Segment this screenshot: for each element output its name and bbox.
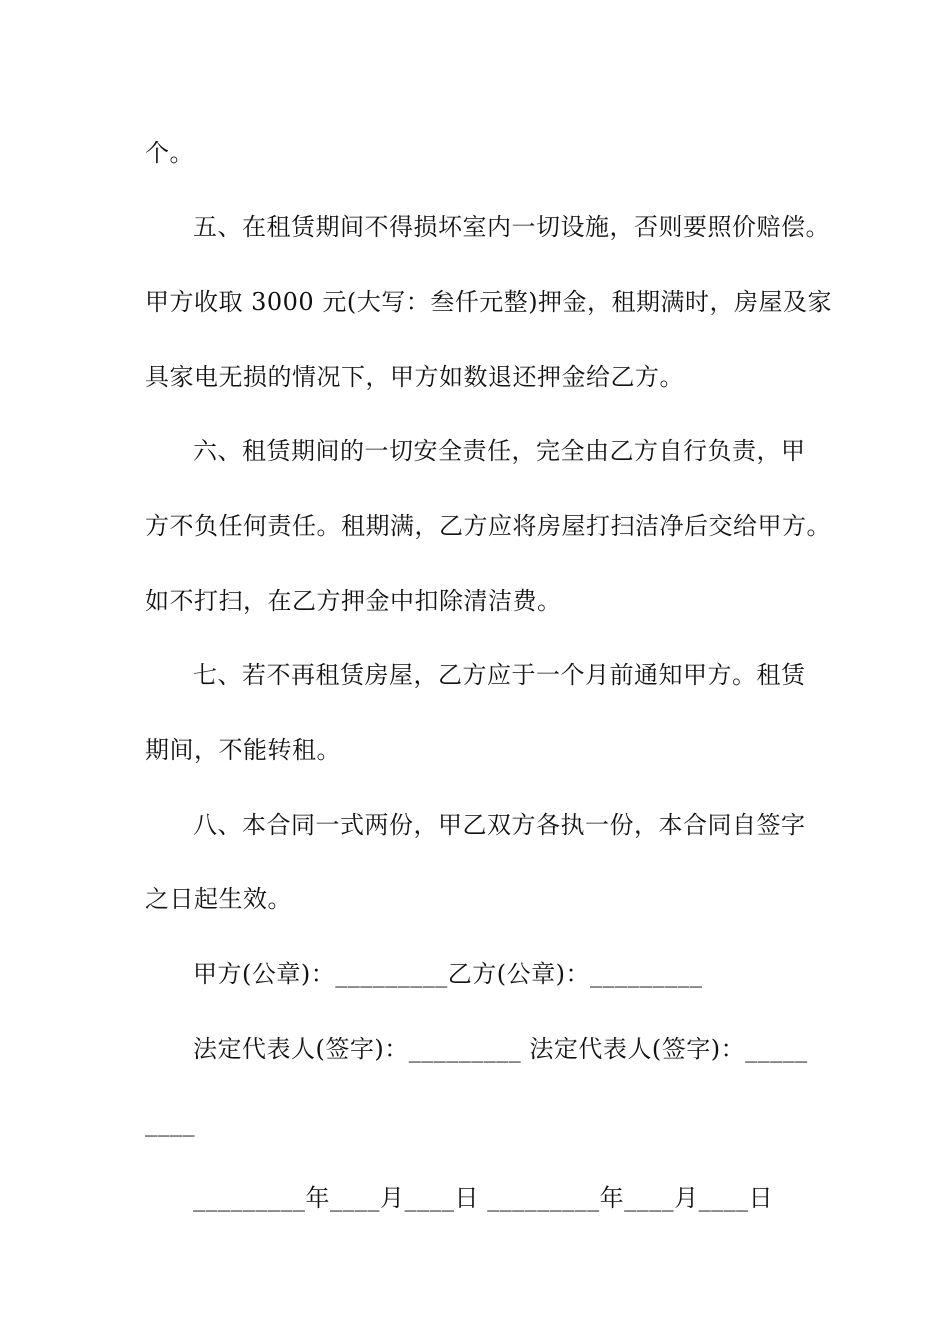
date-line: _________年____月____日 _________年____月____日 [193, 1184, 774, 1212]
signature-continuation-line: ____ [145, 1109, 195, 1137]
seal-line: 甲方(公章)：_________乙方(公章)：_________ [193, 960, 703, 988]
clause-5-line-3: 具家电无损的情况下，甲方如数退还押金给乙方。 [145, 363, 684, 391]
clause-8-line-2: 之日起生效。 [145, 885, 292, 913]
clause-7-line-2: 期间，不能转租。 [145, 736, 341, 764]
text-line-1: 个。 [145, 139, 194, 167]
clause-5-line-2: 甲方收取 3000 元(大写：叁仟元整)押金，租期满时，房屋及家 [145, 288, 833, 316]
clause-5-line-1: 五、在租赁期间不得损坏室内一切设施，否则要照价赔偿。 [193, 213, 830, 241]
clause-6-line-1: 六、租赁期间的一切安全责任，完全由乙方自行负责，甲 [193, 437, 806, 465]
clause-8-line-1: 八、本合同一式两份，甲乙双方各执一份，本合同自签字 [193, 811, 806, 839]
clause-6-line-2: 方不负任何责任。租期满，乙方应将房屋打扫洁净后交给甲方。 [145, 512, 831, 540]
clause-6-line-3: 如不打扫，在乙方押金中扣除清洁费。 [145, 587, 562, 615]
representative-signature-line: 法定代表人(签字)：_________ 法定代表人(签字)：_____ [193, 1035, 808, 1063]
clause-7-line-1: 七、若不再租赁房屋，乙方应于一个月前通知甲方。租赁 [193, 661, 806, 689]
